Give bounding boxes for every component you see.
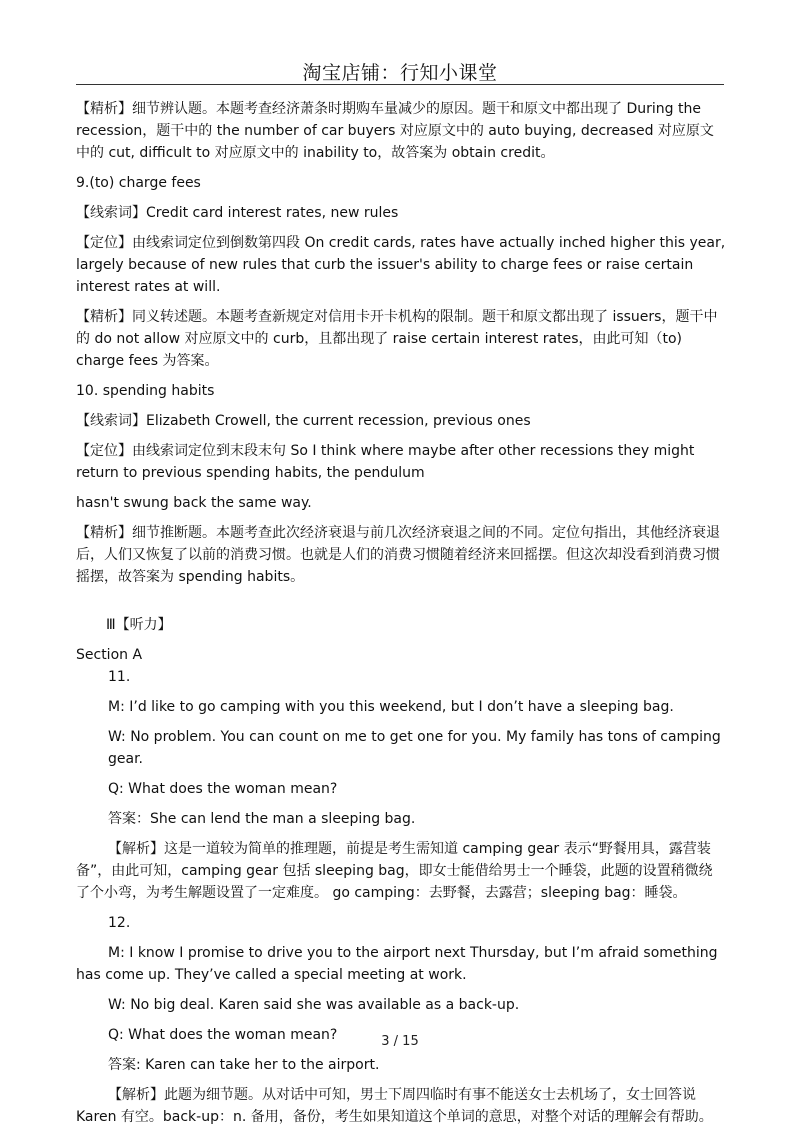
analysis-10: 【精析】细节推断题。本题考查此次经济衰退与前几次经济衰退之间的不同。定位句指出，其他经济衰退后，人们又恢复了以前的消费习惯。也就是人们的消费习惯随着经济来回摇摆。但这次却没看到消费习惯摇摆，故答案为 spending habits。 <box>76 525 720 585</box>
listening-heading: Ⅲ【听力】 <box>106 617 172 633</box>
question-number: 11. <box>108 669 131 685</box>
analysis-text: 【解析】这是一道较为简单的推理题，前提是考生需知道 camping gear 表示“野餐用具，露营装备”，由此可知，camping gear 包括 sleeping bag，即女士能借给男士一个睡袋，此题的设置稍微绕了个小弯，为考生解题设置了一定难度。 go camping：去野餐，去露营；sleeping bag：睡袋。 <box>76 841 713 901</box>
paragraph-analysis-8: 【精析】细节辨认题。本题考查经济萧条时期购车量减少的原因。题干和原文中都出现了 During the recession，题干中的 the number of car buyers 对应原文中的 auto buying, decreased 对应原文中的 cut, difficult to 对应原文中的 inability to，故答案为 obtain credit。 <box>76 101 714 161</box>
clue-words-9: 【线索词】Credit card interest rates, new rules <box>76 205 399 221</box>
document-body <box>76 98 726 1136</box>
header-title: 淘宝店铺：行知小课堂 <box>302 62 498 84</box>
page-header <box>0 58 800 85</box>
answer-10: 10. spending habits <box>76 383 215 399</box>
question-text: Q: What does the woman mean? <box>108 781 338 797</box>
header-rule <box>76 84 724 85</box>
page-number: 3 / 15 <box>381 1034 419 1049</box>
question-number: 12. <box>108 915 131 931</box>
dialogue-woman: W: No problem. You can count on me to get one for you. My family has tons of camping gear. <box>108 729 721 767</box>
answer-text: 答案: Karen can take her to the airport. <box>108 1057 380 1073</box>
question-text: Q: What does the woman mean? <box>108 1027 338 1043</box>
dialogue-man: M: I know I promise to drive you to the airport next Thursday, but I’m afraid something has come up. They’ve called a special meeting at work. <box>76 945 718 983</box>
dialogue-man: M: I’d like to go camping with you this weekend, but I don’t have a sleeping bag. <box>108 699 674 715</box>
location-10-continued: hasn't swung back the same way. <box>76 495 312 511</box>
analysis-9: 【精析】同义转述题。本题考查新规定对信用卡开卡机构的限制。题干和原文都出现了 issuers，题干中的 do not allow 对应原文中的 curb，且都出现了 raise certain interest rates，由此可知（to) charge fees 为答案。 <box>76 309 718 369</box>
dialogue-woman: W: No big deal. Karen said she was available as a back-up. <box>108 997 520 1013</box>
question-12 <box>76 912 726 1128</box>
location-10: 【定位】由线索词定位到末段末句 So I think where maybe after other recessions they might return to previous spending habits, the pendulum <box>76 443 695 481</box>
answer-text: 答案：She can lend the man a sleeping bag. <box>108 811 416 827</box>
question-11 <box>76 666 726 904</box>
clue-words-10: 【线索词】Elizabeth Crowell, the current recession, previous ones <box>76 413 531 429</box>
section-a-label: Section A <box>76 647 143 663</box>
analysis-text: 【解析】此题为细节题。从对话中可知，男士下周四临时有事不能送女士去机场了，女士回答说 Karen 有空。back-up：n. 备用，备份，考生如果知道这个单词的意思，对整个对话的理解会有帮助。 <box>76 1087 713 1125</box>
location-9: 【定位】由线索词定位到倒数第四段 On credit cards, rates have actually inched higher this year, largely because of new rules that curb the issuer's ability to charge fees or raise certain interest rates at will. <box>76 235 726 295</box>
answer-9: 9.(to) charge fees <box>76 175 201 191</box>
